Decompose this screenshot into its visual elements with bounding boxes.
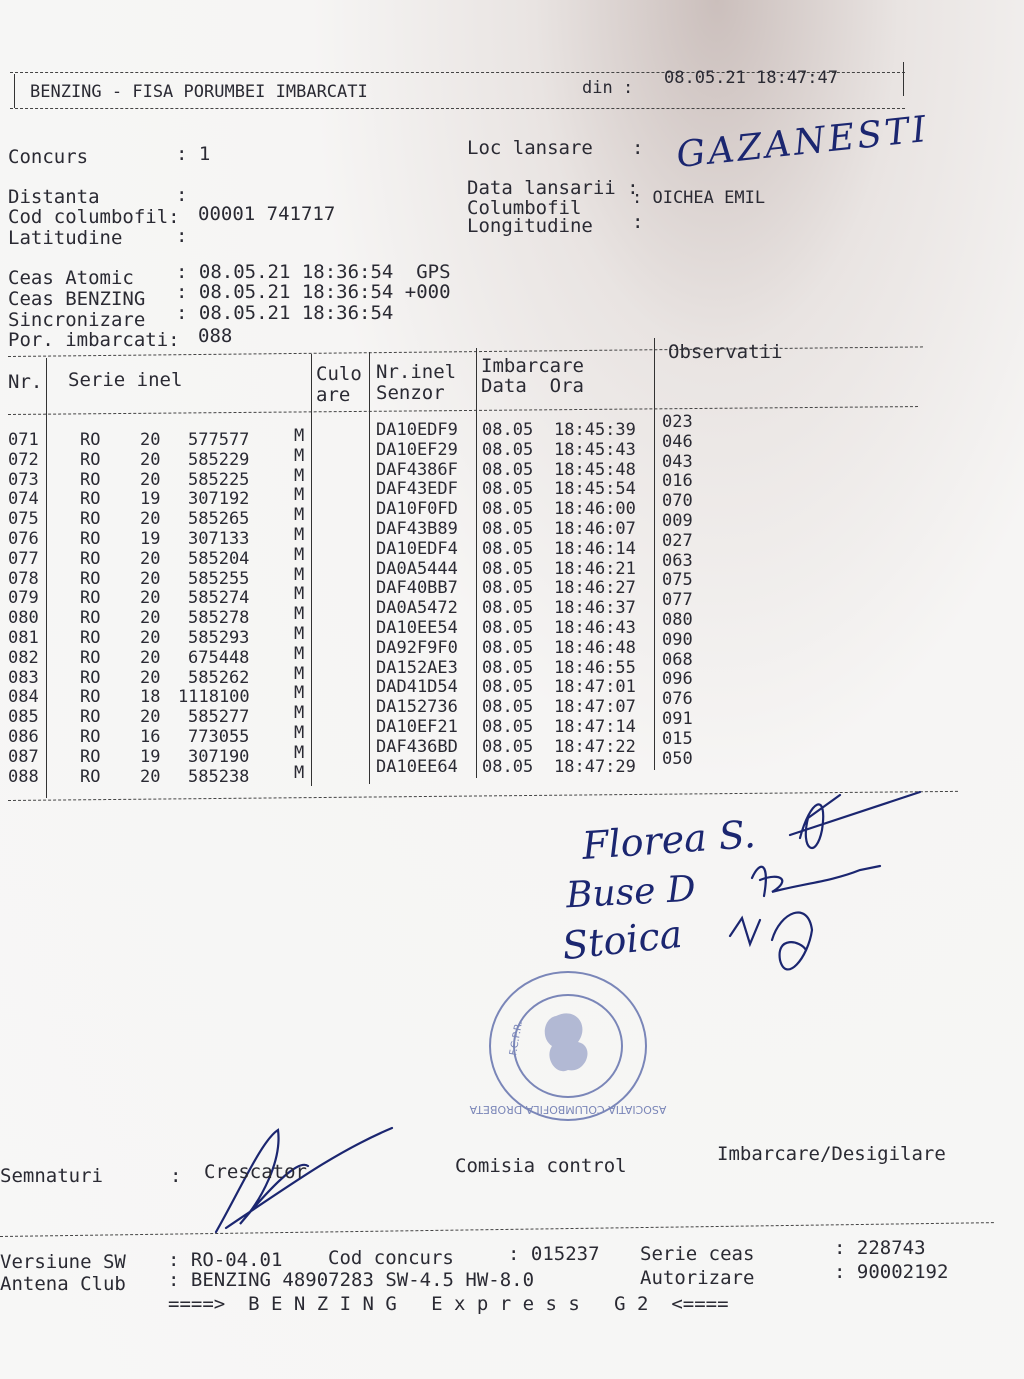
row-observation: 076 <box>662 689 693 710</box>
row-country: RO <box>80 608 101 629</box>
row-time: 18:46:00 <box>554 499 636 520</box>
row-nr: 071 <box>8 430 39 450</box>
row-time: 18:46:55 <box>554 657 636 678</box>
row-time: 18:46:27 <box>554 578 636 599</box>
row-time: 18:45:54 <box>554 479 636 500</box>
row-sensor: DAF436BD <box>376 736 458 757</box>
row-nr: 079 <box>8 588 39 609</box>
row-sensor: DAF40BB7 <box>376 578 458 599</box>
row-sex: M <box>294 465 305 486</box>
row-sex: M <box>294 762 305 783</box>
imbarcare-desigilare-label: Imbarcare/Desigilare <box>717 1143 946 1165</box>
row-date: 08.05 <box>482 637 534 658</box>
row-ring: 585262 <box>188 667 250 688</box>
row-country: RO <box>80 568 101 589</box>
row-nr: 072 <box>8 449 39 470</box>
row-sex: M <box>294 505 305 526</box>
row-date: 08.05 <box>482 519 534 539</box>
row-sex: M <box>294 584 305 605</box>
row-nr: 081 <box>8 628 39 648</box>
row-sex: M <box>294 643 305 664</box>
header-senzor: Senzor <box>376 382 445 404</box>
row-nr: 087 <box>8 746 39 767</box>
antena-club-value: : BENZING 48907283 SW-4.5 HW-8.0 <box>168 1269 535 1291</box>
row-date: 08.05 <box>482 736 534 757</box>
row-country: RO <box>80 687 101 708</box>
row-time: 18:46:43 <box>554 618 636 638</box>
cod-columbofil-label: Cod columbofil: <box>8 206 180 228</box>
row-ring: 585204 <box>188 548 250 569</box>
row-ring: 585225 <box>188 469 250 490</box>
row-observation: 080 <box>662 610 693 630</box>
row-country: RO <box>80 548 101 569</box>
row-sensor: DA10EDF4 <box>376 538 458 559</box>
benzing-express-banner: ====> B E N Z I N G E x p r e s s G 2 <==== <box>168 1293 729 1315</box>
data-lansarii-label: Data lansarii : <box>467 177 639 199</box>
row-sensor: DA10F0FD <box>376 499 458 520</box>
row-nr: 076 <box>8 529 39 549</box>
antena-club-label: Antena Club <box>0 1273 126 1295</box>
row-observation: 090 <box>662 629 693 650</box>
row-sex: M <box>294 564 305 585</box>
row-country: RO <box>80 588 101 609</box>
row-observation: 070 <box>662 491 693 512</box>
autorizare-value: : 90002192 <box>834 1261 949 1283</box>
row-observation: 068 <box>662 649 693 670</box>
comisia-control-label: Comisia control <box>455 1155 627 1177</box>
row-sex: M <box>294 544 305 565</box>
row-sensor: DA10EE54 <box>376 618 458 638</box>
distanta-colon: : <box>176 184 188 206</box>
row-year: 20 <box>140 647 161 668</box>
row-sensor: DA10EE64 <box>376 756 458 777</box>
row-country: RO <box>80 647 101 668</box>
row-country: RO <box>80 707 101 728</box>
row-year: 20 <box>140 608 161 629</box>
row-time: 18:47:01 <box>554 677 636 698</box>
row-ring: 1118100 <box>178 687 250 708</box>
row-ring: 773055 <box>188 727 250 747</box>
row-observation: 016 <box>662 471 693 492</box>
semnaturi-colon: : <box>170 1165 182 1187</box>
row-year: 20 <box>140 667 161 688</box>
handwritten-name-3: Stoica <box>560 911 685 969</box>
row-sensor: DAF43B89 <box>376 519 458 539</box>
row-nr: 074 <box>8 489 39 510</box>
row-date: 08.05 <box>482 459 534 480</box>
ceas-benzing-value: : 08.05.21 18:36:54 +000 <box>176 281 451 303</box>
header-imbarcare: Imbarcare <box>481 355 584 377</box>
row-date: 08.05 <box>482 439 534 460</box>
row-nr: 086 <box>8 727 39 747</box>
sincronizare-value: : 08.05.21 18:36:54 <box>176 302 394 324</box>
row-ring: 585229 <box>188 449 250 470</box>
row-time: 18:46:07 <box>554 519 636 539</box>
row-time: 18:45:48 <box>554 459 636 480</box>
row-country: RO <box>80 766 101 787</box>
loc-lansare-label: Loc lansare <box>467 137 593 159</box>
row-nr: 073 <box>8 469 39 490</box>
row-sensor: DA92F9F0 <box>376 637 458 658</box>
row-sex: M <box>294 604 305 625</box>
row-ring: 307190 <box>188 746 250 767</box>
row-country: RO <box>80 430 101 450</box>
din-label: din : <box>582 78 634 98</box>
serie-ceas-value: : 228743 <box>834 1237 926 1259</box>
row-nr: 083 <box>8 667 39 688</box>
row-country: RO <box>80 449 101 470</box>
loc-lansare-value: GAZANESTI <box>674 108 931 177</box>
row-ring: 675448 <box>188 647 250 668</box>
row-sex: M <box>294 663 305 684</box>
row-sex: M <box>294 703 305 724</box>
row-date: 08.05 <box>482 479 534 500</box>
handwritten-name-2: Buse D <box>565 868 697 917</box>
row-year: 20 <box>140 509 161 530</box>
header-serie-inel: Serie inel <box>68 369 183 391</box>
row-observation: 096 <box>662 669 693 690</box>
row-time: 18:45:39 <box>554 420 636 440</box>
row-country: RO <box>80 469 101 490</box>
din-value: 08.05.21 18:47:47 <box>664 68 838 88</box>
row-year: 19 <box>140 529 161 549</box>
row-date: 08.05 <box>482 578 534 599</box>
row-sensor: DA10EDF9 <box>376 420 458 440</box>
row-nr: 075 <box>8 509 39 530</box>
row-time: 18:47:14 <box>554 717 636 737</box>
cod-concurs-value: : 015237 <box>508 1243 600 1265</box>
distanta-label: Distanta <box>8 186 100 208</box>
row-nr: 084 <box>8 687 39 708</box>
row-sensor: DA10EF21 <box>376 717 458 737</box>
row-year: 20 <box>140 707 161 728</box>
row-sex: M <box>294 723 305 743</box>
row-time: 18:46:37 <box>554 598 636 619</box>
row-sensor: DA10EF29 <box>376 439 458 460</box>
concurs-label: Concurs <box>8 146 89 168</box>
row-sex: M <box>294 445 305 466</box>
row-nr: 082 <box>8 647 39 668</box>
row-sensor: DAD41D54 <box>376 677 458 698</box>
row-time: 18:47:07 <box>554 697 636 718</box>
row-ring: 585293 <box>188 628 250 648</box>
row-year: 20 <box>140 766 161 787</box>
row-country: RO <box>80 509 101 530</box>
row-observation: 015 <box>662 728 693 749</box>
row-year: 20 <box>140 588 161 609</box>
row-observation: 091 <box>662 709 693 729</box>
row-ring: 585278 <box>188 608 250 629</box>
row-date: 08.05 <box>482 420 534 440</box>
row-sensor: DAF4386F <box>376 459 458 480</box>
row-date: 08.05 <box>482 499 534 520</box>
cod-columbofil-value: 00001 741717 <box>198 203 336 225</box>
row-nr: 080 <box>8 608 39 629</box>
columbofil-value: : OICHEA EMIL <box>632 188 766 208</box>
row-year: 20 <box>140 430 161 450</box>
row-time: 18:47:22 <box>554 736 636 757</box>
row-nr: 085 <box>8 707 39 728</box>
row-date: 08.05 <box>482 657 534 678</box>
longitudine-label: Longitudine <box>467 215 593 237</box>
svg-text:ASOCIATIA COLUMBOFILA DROBETA: ASOCIATIA COLUMBOFILA DROBETA <box>469 1103 667 1116</box>
header-observatii: Observatii <box>668 341 783 363</box>
row-year: 20 <box>140 548 161 569</box>
crescator-label: Crescator <box>204 1161 307 1183</box>
row-ring: 585265 <box>188 509 250 530</box>
row-observation: 050 <box>662 748 693 769</box>
row-year: 20 <box>140 628 161 648</box>
columbofil-label: Columbofil <box>467 197 582 219</box>
row-date: 08.05 <box>482 756 534 777</box>
autorizare-label: Autorizare <box>640 1267 755 1289</box>
handwritten-name-1: Florea S. <box>580 812 757 868</box>
svg-text:F.C.P.R.: F.C.P.R. <box>508 1020 526 1057</box>
row-sensor: DA152AE3 <box>376 657 458 678</box>
header-are: are <box>316 384 351 406</box>
report-title: BENZING - FISA PORUMBEI IMBARCATI <box>30 82 368 102</box>
row-nr: 077 <box>8 548 39 569</box>
sincronizare-label: Sincronizare <box>8 309 146 331</box>
versiune-sw-value: : RO-04.01 <box>168 1249 283 1271</box>
row-sex: M <box>294 683 305 704</box>
row-date: 08.05 <box>482 598 534 619</box>
latitudine-colon: : <box>176 225 188 247</box>
row-date: 08.05 <box>482 558 534 579</box>
row-ring: 307192 <box>188 489 250 510</box>
ceas-atomic-label: Ceas Atomic <box>8 267 134 289</box>
concurs-value: : 1 <box>176 143 211 165</box>
row-sensor: DA152736 <box>376 697 458 718</box>
row-sex: M <box>294 624 305 644</box>
row-observation: 075 <box>662 570 693 591</box>
row-date: 08.05 <box>482 618 534 638</box>
row-observation: 023 <box>662 412 693 432</box>
por-imbarcati-value: 088 <box>198 325 233 347</box>
row-date: 08.05 <box>482 697 534 718</box>
row-country: RO <box>80 529 101 549</box>
row-country: RO <box>80 489 101 510</box>
row-date: 08.05 <box>482 677 534 698</box>
row-observation: 027 <box>662 530 693 551</box>
row-year: 20 <box>140 449 161 470</box>
latitudine-label: Latitudine <box>8 227 123 249</box>
row-sensor: DA0A5472 <box>376 598 458 619</box>
row-time: 18:47:29 <box>554 756 636 777</box>
row-sex: M <box>294 426 305 446</box>
row-nr: 078 <box>8 568 39 589</box>
row-sex: M <box>294 525 305 545</box>
header-nr-inel: Nr.inel <box>376 361 457 383</box>
association-stamp <box>469 966 667 1126</box>
serie-ceas-label: Serie ceas <box>640 1243 755 1265</box>
row-ring: 585238 <box>188 766 250 787</box>
row-year: 16 <box>140 727 161 747</box>
row-date: 08.05 <box>482 538 534 559</box>
row-sensor: DA0A5444 <box>376 558 458 579</box>
semnaturi-label: Semnaturi <box>0 1165 103 1187</box>
row-nr: 088 <box>8 766 39 787</box>
header-data-ora: Data Ora <box>481 375 584 397</box>
row-country: RO <box>80 667 101 688</box>
row-observation: 063 <box>662 550 693 571</box>
row-ring: 577577 <box>188 430 250 450</box>
row-ring: 585274 <box>188 588 250 609</box>
row-date: 08.05 <box>482 717 534 737</box>
row-observation: 009 <box>662 511 693 531</box>
row-sensor: DAF43EDF <box>376 479 458 500</box>
row-sex: M <box>294 485 305 506</box>
cod-concurs-label: Cod concurs <box>328 1247 454 1269</box>
row-year: 20 <box>140 469 161 490</box>
por-imbarcati-label: Por. imbarcati: <box>8 329 180 351</box>
loc-lansare-colon: : <box>632 137 644 159</box>
row-observation: 046 <box>662 431 693 452</box>
row-observation: 077 <box>662 590 693 611</box>
row-country: RO <box>80 628 101 648</box>
versiune-sw-label: Versiune SW <box>0 1251 126 1273</box>
row-ring: 585255 <box>188 568 250 589</box>
row-year: 18 <box>140 687 161 708</box>
row-year: 19 <box>140 746 161 767</box>
row-country: RO <box>80 727 101 747</box>
row-country: RO <box>80 746 101 767</box>
ceas-atomic-value: : 08.05.21 18:36:54 GPS <box>176 261 451 283</box>
row-observation: 043 <box>662 451 693 472</box>
row-time: 18:46:48 <box>554 637 636 658</box>
longitudine-colon: : <box>632 211 644 233</box>
row-year: 20 <box>140 568 161 589</box>
row-sex: M <box>294 742 305 763</box>
row-ring: 585277 <box>188 707 250 728</box>
row-ring: 307133 <box>188 529 250 549</box>
header-nr: Nr. <box>8 371 43 393</box>
row-time: 18:46:14 <box>554 538 636 559</box>
row-year: 19 <box>140 489 161 510</box>
row-time: 18:45:43 <box>554 439 636 460</box>
ceas-benzing-label: Ceas BENZING <box>8 288 146 310</box>
header-culo: Culo <box>316 363 362 385</box>
row-time: 18:46:21 <box>554 558 636 579</box>
